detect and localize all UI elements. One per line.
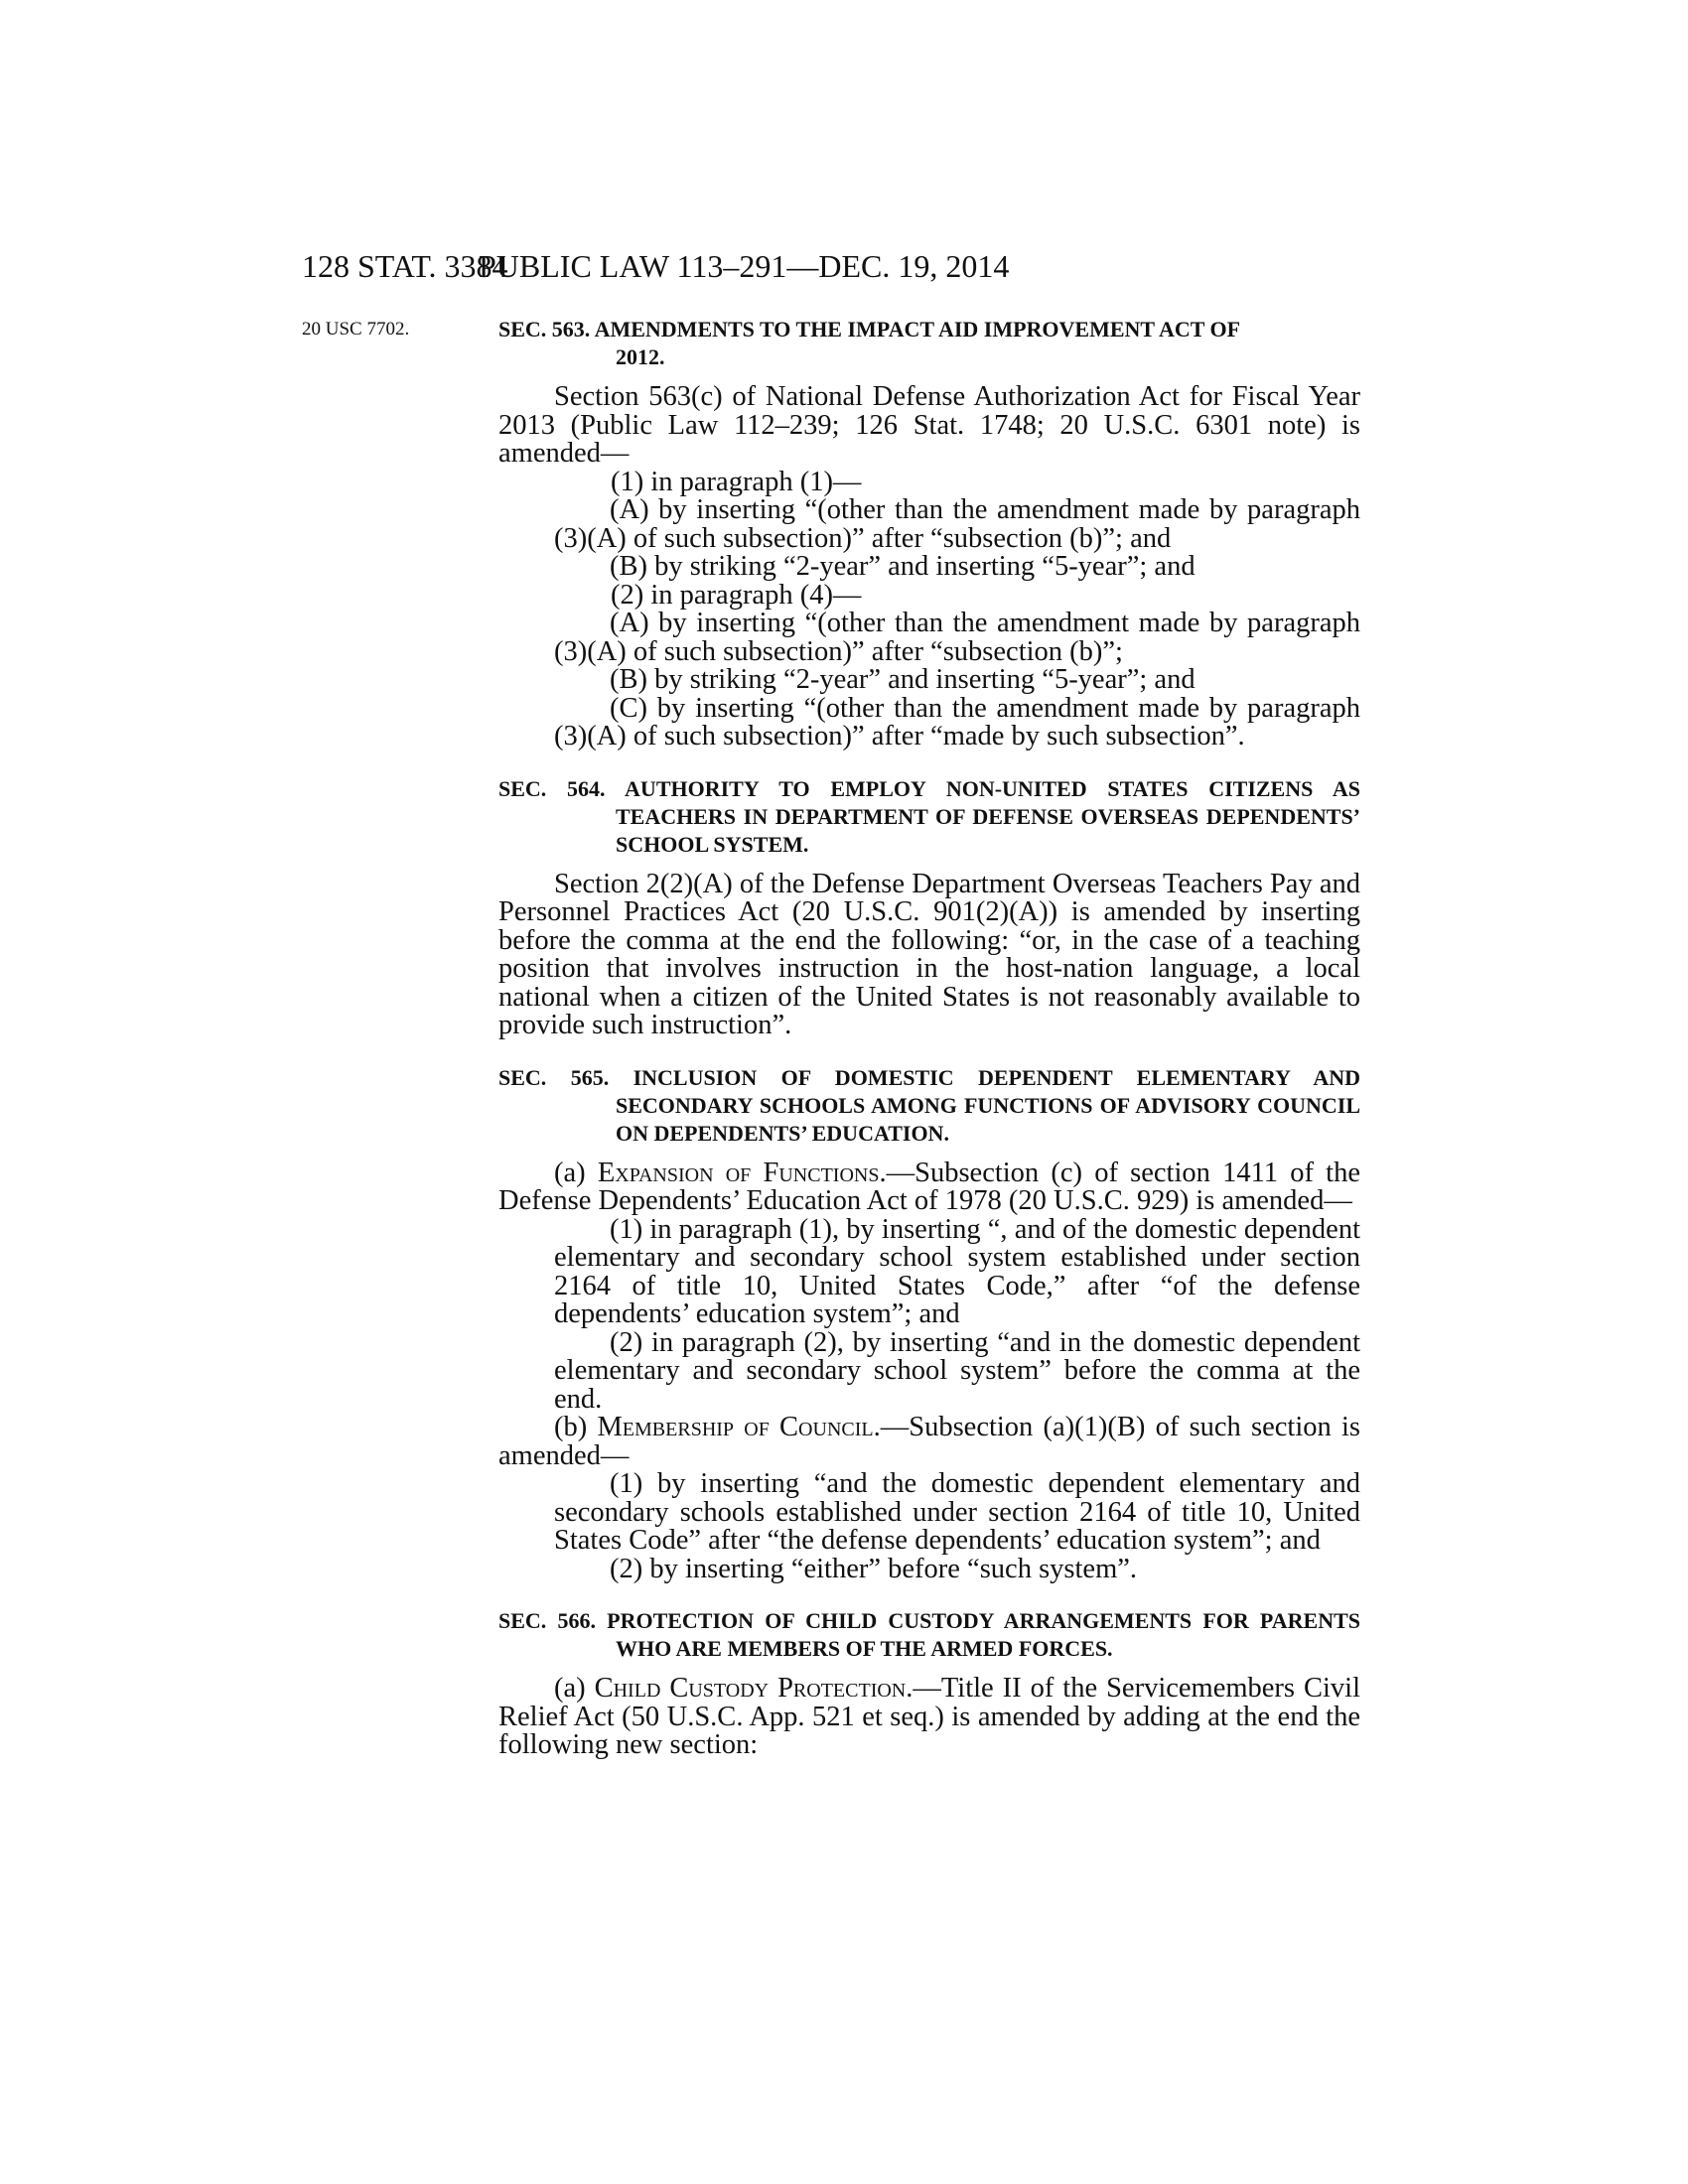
section-563-item: (1) in paragraph (1)— <box>611 466 862 497</box>
margin-note-citation: 20 USC 7702. <box>302 319 410 340</box>
section-563-heading <box>498 316 1360 371</box>
subsection-label: (a) <box>554 1673 595 1704</box>
section-563-item: (B) by striking “2-year” and inserting “5-year”; and <box>610 551 1196 582</box>
section-565-subsection-a <box>498 1157 1360 1216</box>
section-566-subsection-a <box>498 1675 1360 1760</box>
subsection-caption: Expansion of Functions <box>597 1157 880 1188</box>
page-header <box>302 246 1366 286</box>
subsection-caption: Child Custody Protection <box>594 1673 907 1704</box>
section-563-item: (2) in paragraph (4)— <box>611 579 862 611</box>
section-563-item: (A) by inserting “(other than the amendment made by paragraph (3)(A) of such subsection)” after “subsection (b)”; and <box>554 494 1360 554</box>
section-563-item: (C) by inserting “(other than the amendment made by paragraph (3)(A) of such subsection)” after “made by such subsection”. <box>554 692 1360 751</box>
subsection-text: .—Subsection (a)(1)(B) of such section is amended— <box>498 1412 1360 1471</box>
section-565-item: (2) in paragraph (2), by inserting “and in the domestic dependent elementary and secondary school system” before the comma at the end. <box>554 1326 1360 1415</box>
section-564-text: Section 2(2)(A) of the Defense Department Overseas Teachers Pay and Personnel Practices Act (20 U.S.C. 901(2)(A)) is amended by inserting before the comma at the end the following: “or, in the case of a teaching position that involves instruction in the host-nation language, a local national when a citizen of the United States is not reasonably available to provide such instruction”. <box>498 868 1360 1040</box>
running-head: PUBLIC LAW 113–291—DEC. 19, 2014 <box>479 248 1010 284</box>
subsection-text: .—Subsection (c) of section 1411 of the Defense Dependents’ Education Act of 1978 (20 U.S.C. 929) is amended— <box>498 1157 1360 1216</box>
page-number: 128 STAT. 3384 <box>302 248 508 284</box>
subsection-caption: Membership of Council <box>597 1412 874 1442</box>
subsection-text: .—Title II of the Servicemembers Civil Relief Act (50 U.S.C. App. 521 et seq.) is amended by adding at the end the following new section: <box>498 1673 1360 1760</box>
section-563-heading-cont: 2012. <box>616 344 665 369</box>
section-565-item: (2) by inserting “either” before “such system”. <box>610 1553 1138 1584</box>
section-564-heading: SEC. 564. AUTHORITY TO EMPLOY NON-UNITED STATES CITIZENS AS TEACHERS IN DEPARTMENT OF DEFENSE OVERSEAS DEPENDENTS’ SCHOOL SYSTEM. <box>498 775 1360 857</box>
section-565-item: (1) in paragraph (1), by inserting “, and of the domestic dependent elementary and secondary school system established under section 2164 of title 10, United States Code,” after “of the defense dependents’ education system”; and <box>554 1213 1360 1329</box>
section-565-item: (1) by inserting “and the domestic dependent elementary and secondary schools established under section 2164 of title 10, United States Code” after “the defense dependents’ education system”; and <box>554 1468 1360 1556</box>
section-563-heading-text: SEC. 563. AMENDMENTS TO THE IMPACT AID IMPROVEMENT ACT OF <box>498 317 1241 341</box>
section-566-heading: SEC. 566. PROTECTION OF CHILD CUSTODY ARRANGEMENTS FOR PARENTS WHO ARE MEMBERS OF THE ARMED FORCES. <box>498 1608 1360 1661</box>
document-body <box>498 316 1360 1760</box>
section-563-item: (A) by inserting “(other than the amendment made by paragraph (3)(A) of such subsection)” after “subsection (b)”; <box>554 608 1360 667</box>
section-565-heading: SEC. 565. INCLUSION OF DOMESTIC DEPENDENT ELEMENTARY AND SECONDARY SCHOOLS AMONG FUNCTIONS OF ADVISORY COUNCIL ON DEPENDENTS’ EDUCATION. <box>498 1064 1360 1146</box>
subsection-label: (a) <box>554 1157 598 1188</box>
section-563-intro: Section 563(c) of National Defense Authorization Act for Fiscal Year 2013 (Public Law 112–239; 126 Stat. 1748; 20 U.S.C. 6301 note) is amended— <box>498 381 1360 469</box>
section-565-subsection-b <box>498 1414 1360 1470</box>
subsection-label: (b) <box>554 1412 598 1442</box>
section-563-item: (B) by striking “2-year” and inserting “5-year”; and <box>610 664 1196 695</box>
